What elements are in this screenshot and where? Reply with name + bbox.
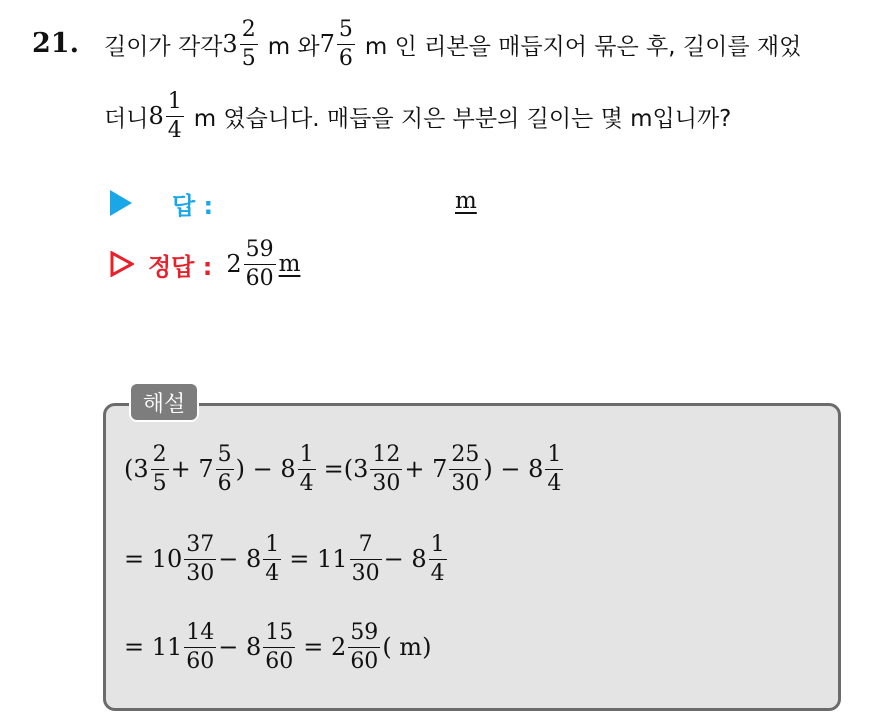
math-text: + 7 [404,455,448,483]
math-text: = 11 [124,633,183,661]
fraction-numerator: 15 [265,619,294,645]
fraction [184,531,216,586]
fraction-numerator: 7 [358,531,373,557]
answer-row [110,186,213,220]
math-text: − 8 [383,545,427,573]
fraction-denominator: 4 [299,470,314,496]
fraction-whole: 8 [148,102,164,130]
fraction-denominator: 30 [451,470,480,496]
fraction [348,619,380,674]
math-text: (3 [124,455,149,483]
math-text: ) − 8 [235,455,296,483]
answer-label: 답 : [172,191,214,220]
outline-triangle-icon [110,251,134,277]
explanation-line-3 [124,614,431,680]
fraction [216,441,234,496]
fraction-numerator: 1 [265,531,280,557]
math-text: =(3 [323,455,369,483]
fraction-denominator: 30 [186,560,215,586]
fraction [263,619,295,674]
fraction [350,531,382,586]
fraction-numerator: 5 [217,441,232,467]
math-text: ) − 8 [483,455,544,483]
fraction [429,531,447,586]
fraction-numerator: 12 [372,441,401,467]
fraction-denominator: 30 [351,560,380,586]
question-line-1 [104,12,801,76]
question-text: 더니 [104,105,149,132]
fraction [370,441,402,496]
fraction-denominator: 60 [186,648,215,674]
fraction-numerator: 59 [245,236,274,262]
math-text: − 8 [218,633,262,661]
play-triangle-icon [110,190,132,216]
fraction-numerator: 1 [299,441,314,467]
fraction-denominator: 4 [265,560,280,586]
fraction-denominator: 30 [372,470,401,496]
explanation-line-2 [124,526,449,592]
correct-answer-label: 정답 : [148,252,213,281]
fraction-denominator: 5 [152,470,167,496]
fraction-denominator: 4 [547,470,562,496]
question-number: 21. [32,28,79,59]
question-text: m 와 [267,33,320,60]
fraction [449,441,481,496]
fraction-numerator: 5 [338,16,353,42]
fraction-numerator: 1 [167,88,182,114]
fraction [337,16,355,71]
fraction [545,441,563,496]
fraction-whole: 7 [319,30,335,58]
fraction-denominator: 4 [430,560,445,586]
fraction-denominator: 6 [217,470,232,496]
math-text: ( m) [382,633,432,661]
explanation-line-1 [124,436,565,502]
answer-unit: m [455,188,477,214]
fraction [151,441,169,496]
fraction [166,88,184,143]
fraction-numerator: 2 [152,441,167,467]
math-text: = 11 [289,545,348,573]
fraction-whole: 3 [222,30,238,58]
fraction-numerator: 37 [186,531,215,557]
fraction [240,16,258,71]
fraction [244,236,276,291]
question-text: m 인 리본을 매듭지어 묶은 후, 길이를 재었 [364,33,802,60]
math-text: = 2 [303,633,347,661]
fraction-numerator: 14 [186,619,215,645]
math-text: = 10 [124,545,183,573]
fraction-numerator: 25 [451,441,480,467]
fraction-denominator: 60 [350,648,379,674]
question-line-2 [104,84,731,148]
fraction [263,531,281,586]
math-text: − 8 [218,545,262,573]
explanation-tag: 해설 [129,382,199,422]
fraction-denominator: 5 [241,45,256,71]
correct-answer-row [110,232,300,296]
question-text: 길이가 각각 [104,33,223,60]
fraction-numerator: 1 [430,531,445,557]
math-text: + 7 [170,455,214,483]
fraction-denominator: 6 [338,45,353,71]
fraction [298,441,316,496]
fraction-whole: 2 [226,250,242,278]
fraction-denominator: 60 [265,648,294,674]
correct-answer-unit: m [278,251,301,277]
fraction [184,619,216,674]
fraction-denominator: 4 [167,117,182,143]
fraction-numerator: 1 [547,441,562,467]
fraction-denominator: 60 [245,265,274,291]
fraction-numerator: 59 [350,619,379,645]
question-text: m 였습니다. 매듭을 지은 부분의 길이는 몇 m입니까? [193,105,732,132]
fraction-numerator: 2 [241,16,256,42]
